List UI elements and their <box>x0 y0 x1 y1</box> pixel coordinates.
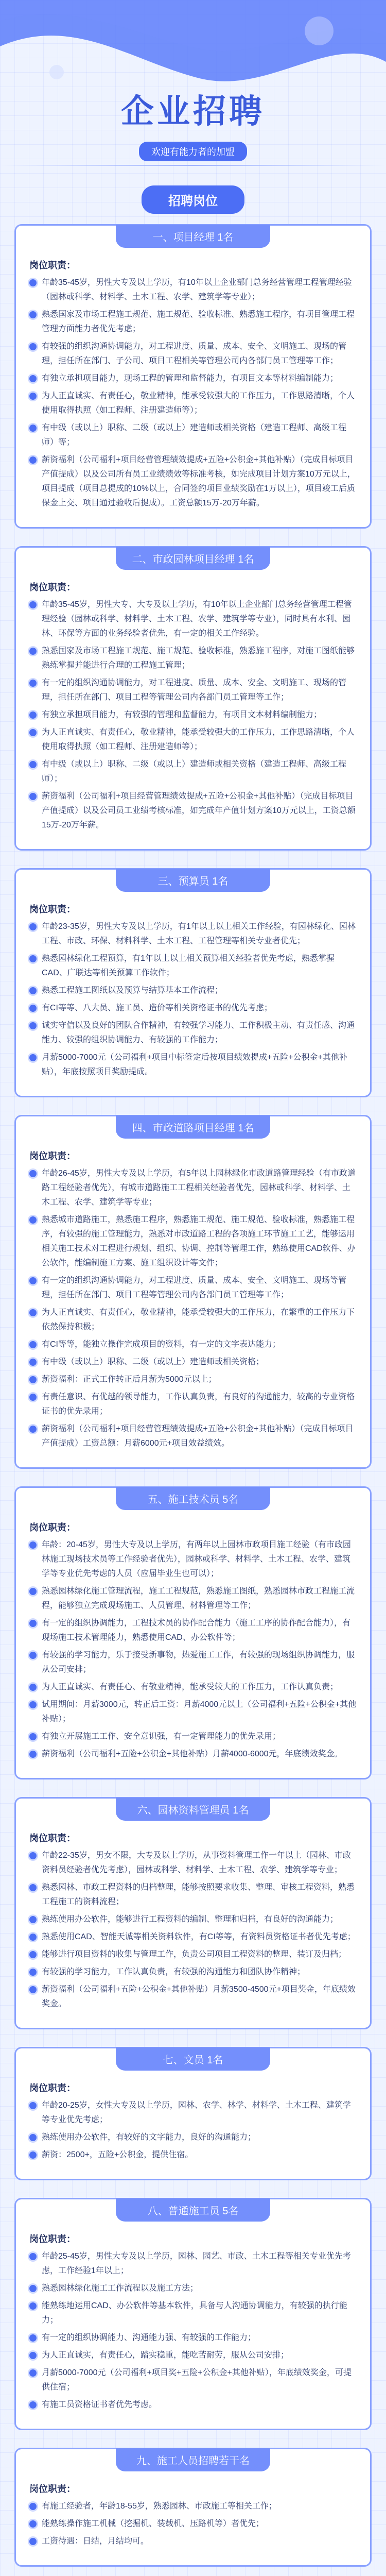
job-item-text: 能够进行项目资料的收集与管理工作，负责公司项目工程资料的整理、装订及归档； <box>42 1950 347 1959</box>
job-title: 五、施工技术员 5名 <box>116 1487 270 1510</box>
job-item <box>29 1213 357 1270</box>
job-item <box>29 1372 357 1387</box>
job-title: 一、项目经理 1名 <box>116 225 270 248</box>
job-item-text: 有独立开展施工工作、安全意识强，有一定管理能力的优先录用； <box>42 1732 281 1741</box>
job-item-text: 有中级（或以上）职称、二级（或以上）建造师或相关资格； <box>42 1358 265 1366</box>
job-item-text: 熟悉园林绿化施工工作流程以及施工方法； <box>42 2284 199 2293</box>
job-duties-heading: 岗位职责： <box>29 1833 76 1843</box>
job-item-text: 有CI等等、八大员、施工员、造价等相关资格证书的优先考虑； <box>42 1004 273 1012</box>
bullet-icon <box>29 680 37 687</box>
bullet-icon <box>29 1309 37 1316</box>
job-duties-heading: 岗位职责： <box>29 1151 76 1161</box>
bullet-icon <box>29 1170 37 1177</box>
bullet-icon <box>29 1277 37 1284</box>
bullet-icon <box>29 1005 37 1012</box>
job-item-text: 熟悉园林绿化工程预算，有1年以上以上相关预算相关经验者优先考虑，熟悉掌握CAD、广联达等相关预算工作软件； <box>42 954 335 977</box>
job-item <box>29 1422 357 1451</box>
job-item <box>29 920 357 948</box>
bullet-icon <box>29 1916 37 1923</box>
job-item <box>29 421 357 450</box>
job-title: 七、文员 1名 <box>116 2047 270 2071</box>
job-item-text: 年龄22-35岁，男女不限，大专及以上学历，从事资料管理工作一年以上（园林、市政资料员经验者优先考虑），园林或科学、材料学、土木工程、农学、建筑学等专业； <box>42 1851 351 1874</box>
bullet-icon <box>29 311 37 318</box>
job-item-text: 年龄：20-45岁，男性大专及以上学历，有两年以上园林市政项目施工经验（有市政园林施工现场技术员等工作经验者优先），园林或科学、材料学、土木工程、农学、建筑学等专业优先考虑的人员（应届毕业生也可以）； <box>42 1540 351 1578</box>
job-item <box>29 1680 357 1694</box>
job-title: 九、施工人员招聘若干名 <box>116 2448 270 2471</box>
job-item-text: 为人正直诚实、有责任心，敬业精神，能承受较强大的工作压力，在繁重的工作压力下依然保持积极； <box>42 1308 355 1331</box>
job-item-text: 有一定的组织沟通协调能力，对工程进度、质量、成本、安全、文明施工、现场的管理，担任所在部门、项目工程等管理公司内各部门员工管理等工作； <box>42 679 347 702</box>
bullet-icon <box>29 1969 37 1976</box>
job-item <box>29 644 357 673</box>
bullet-icon <box>29 1216 37 1224</box>
bullet-icon <box>29 2253 37 2260</box>
job-item-text: 年龄20-25岁，女性大专及以上学历，园林、农学、林学、材料学、土木工程、建筑学等专业优先考虑； <box>42 2101 351 2124</box>
job-item-text: 有独立承担项目能力，有较强的管理和监督能力，有项目文本材料编制能力； <box>42 710 322 719</box>
bullet-icon <box>29 2302 37 2310</box>
job-title: 二、市政园林项目经理 1名 <box>116 547 270 570</box>
bullet-icon <box>29 923 37 930</box>
job-item-text: 熟悉国家及市场工程施工规范、施工规范、验收标准、熟悉施工程序，有项目管理工程管理方面能力者优先考虑； <box>42 310 355 333</box>
bullet-icon <box>29 2151 37 2159</box>
bullet-icon <box>29 955 37 962</box>
job-card-2 <box>14 546 372 851</box>
job-item <box>29 1849 357 1877</box>
job-item <box>29 1538 357 1581</box>
job-item-text: 为人正直诚实、有责任心，敬业精神，能承受较强大的工作压力，工作思路清晰，个人使用取得执照（如工程师、注册建造师等）； <box>42 392 355 415</box>
bullet-icon <box>29 2401 37 2409</box>
job-item <box>29 2499 357 2514</box>
job-item-text: 薪资福利（公司福利+项目经营管理绩效提成+五险+公积金+其他补贴）（完成目标项目产值提成）以及公司所有员工业绩绩效等标准考核，如完成项目计划方案10万元以上，项目提成（项目总提成的10%以上，合同签约项目业绩奖励在1万以上），项目竣工后质保金上交、项目通过验收后提成）。工资总额15万-20万年薪。 <box>42 455 356 507</box>
bullet-icon <box>29 1426 37 1433</box>
job-card-9 <box>14 2448 372 2567</box>
job-card-4 <box>14 1115 372 1469</box>
job-duties-heading: 岗位职责： <box>29 582 76 592</box>
job-item <box>29 2331 357 2345</box>
page-title: 企业招聘 <box>121 93 265 130</box>
job-item <box>29 1982 357 2011</box>
bullet-icon <box>29 1022 37 1029</box>
job-item-text: 有独立承担项目能力，现场工程的管理和监督能力，有项目文本等材料编制能力； <box>42 374 339 383</box>
job-item <box>29 1337 357 1352</box>
job-item-text: 熟练使用办公软件，有较好的文字能力，良好的沟通能力； <box>42 2133 256 2142</box>
job-duties-heading: 岗位职责： <box>29 2234 76 2244</box>
job-item <box>29 1050 357 1079</box>
hero-divider <box>0 165 386 166</box>
job-item <box>29 1880 357 1909</box>
hero-header <box>0 0 386 185</box>
job-item-text: 年龄35-45岁，男性大专、大专及以上学历，有10年以上企业部门总务经营管理工程管理经验（园林或科学、材料学、土木工程、农学、建筑学等专业），同时具有水利、园林、环保等方面的业务经验者优先，有一定的相关工作经验。 <box>42 600 352 638</box>
job-item-text: 有较强的组织沟通协调能力，对工程进度、质量、成本、安全、文明施工、现场的管理，担任所在部门、子公司、项目工程相关等管理公司内各部门员工管理等工作； <box>42 342 347 365</box>
job-item-text: 有一定的组织协调能力、沟通能力强、有较强的工作能力； <box>42 2333 256 2342</box>
job-title: 八、普通施工员 5名 <box>116 2198 270 2222</box>
job-item-text: 薪资福利（公司福利+五险+公积金+其他补贴）月薪3500-4500元+项目奖金，年底绩效奖金。 <box>42 1985 356 2008</box>
job-item <box>29 1947 357 1962</box>
job-item <box>29 340 357 368</box>
job-item <box>29 676 357 705</box>
job-item <box>29 2281 357 2296</box>
job-item-text: 月薪5000-7000元（公司福利+项目中标签定后按项目绩效提成+五险+公积金+其他补贴），年底按照项目奖励提成。 <box>42 1053 347 1076</box>
job-item-text: 熟练使用办公软件，能够进行工程资料的编制、整理和归档，有良好的沟通能力； <box>42 1915 339 1924</box>
job-item <box>29 725 357 754</box>
job-item-text: 诚实守信以及良好的团队合作精神，有较强学习能力、工作积极主动、有责任感、沟通能力、较强的组织协调能力、有较强的工作能力； <box>42 1021 355 1044</box>
job-item-text: 月薪5000-7000元（公司福利+项目奖+五险+公积金+其他补贴），年底绩效奖金，可提供住宿； <box>42 2368 352 2392</box>
job-item-text: 工资待遇：日结，月结均可。 <box>42 2537 149 2546</box>
job-item-text: 为人正直诚实、有责任心，敬业精神，能承受较强大的工作压力，工作思路清晰，个人使用取得执照（如工程师、注册建造师等）； <box>42 728 355 751</box>
job-item-text: 有中级（或以上）职称、二级（或以上）建造师或相关资格（建造工程师、高级工程师）等； <box>42 423 347 447</box>
job-card-8 <box>14 2198 372 2430</box>
bullet-icon <box>29 1394 37 1401</box>
job-item <box>29 1306 357 1334</box>
job-item <box>29 2517 357 2531</box>
job-card-5 <box>14 1486 372 1780</box>
job-item <box>29 1355 357 1369</box>
job-item-text: 有施工员资格证书者优先考虑。 <box>42 2400 157 2409</box>
job-item <box>29 1747 357 1761</box>
bullet-icon <box>29 601 37 608</box>
bullet-icon <box>29 375 37 382</box>
bullet-icon <box>29 1751 37 1758</box>
job-item-text: 有较强的学习能力，工作认真负责，有较强的沟通能力和团队协作精神； <box>42 1968 306 1976</box>
job-item <box>29 308 357 336</box>
bullet-icon <box>29 1341 37 1348</box>
job-duties-heading: 岗位职责： <box>29 260 76 270</box>
job-card-6 <box>14 1797 372 2029</box>
job-item-text: 年龄35-45岁，男性大专及以上学历，有10年以上企业部门总务经营管理工程管理经验（园林或科学、材料学、土木工程、农学、建筑学等专业）； <box>42 278 352 301</box>
bullet-icon <box>29 711 37 719</box>
section-title-positions: 招聘岗位 <box>142 185 244 214</box>
bullet-icon <box>29 2503 37 2510</box>
job-item-text: 试用期间：月薪3000元，转正后工资：月薪4000元以上（公司福利+五险+公积金+其他补贴）； <box>42 1700 357 1723</box>
job-item-text: 能熟练地运用CAD、办公软件等基本软件，具备与人沟通协调能力，有较强的执行能力； <box>42 2301 347 2325</box>
bullet-icon <box>29 2369 37 2377</box>
job-duties-heading: 岗位职责： <box>29 904 76 914</box>
job-item <box>29 598 357 641</box>
job-item-text: 为人正直诚实，有责任心，踏实稳重，能吃苦耐劳，服从公司安排； <box>42 2351 289 2360</box>
bullet-icon <box>29 1852 37 1859</box>
bullet-icon <box>29 2520 37 2528</box>
bullet-icon <box>29 648 37 655</box>
job-list <box>0 224 386 2576</box>
job-item <box>29 757 357 786</box>
job-item <box>29 2534 357 2549</box>
bullet-icon <box>29 1054 37 1061</box>
job-item-text: 薪资福利（公司福利+项目经营管理绩效提成+五险+公积金+其他补贴）（完成目标项目产值提成）工资总额：月薪6000元+项目效益绩效。 <box>42 1425 354 1448</box>
job-item <box>29 1698 357 1726</box>
job-item <box>29 389 357 418</box>
job-item <box>29 1001 357 1015</box>
bullet-icon <box>29 279 37 286</box>
bullet-icon <box>29 761 37 768</box>
job-duties-heading: 岗位职责： <box>29 2484 76 2494</box>
job-item-text: 为人正直诚实、有责任心、有敬业精神，能承受较大的工作压力，工作认真负责； <box>42 1683 339 1691</box>
bullet-icon <box>29 1376 37 1383</box>
job-item <box>29 2098 357 2127</box>
bullet-icon <box>29 793 37 800</box>
bullet-icon <box>29 2352 37 2359</box>
bullet-icon <box>29 1733 37 1740</box>
job-title: 四、市政道路项目经理 1名 <box>116 1115 270 1139</box>
job-item-text: 有责任意识、有优越的领导能力，工作认真负责，有良好的沟通能力，较高的专业资格证书的优先录用； <box>42 1393 355 1416</box>
job-item <box>29 1930 357 1944</box>
job-card-3 <box>14 868 372 1097</box>
job-card-7 <box>14 2047 372 2180</box>
job-item <box>29 453 357 511</box>
bullet-icon <box>29 2538 37 2545</box>
job-item <box>29 276 357 304</box>
bullet-icon <box>29 425 37 432</box>
job-item <box>29 1965 357 1979</box>
job-item-text: 熟悉城市道路施工，熟悉施工程序，熟悉施工规范、施工规范、验收标准，熟悉施工程序，有较强的施工管理能力，熟悉对市政道路工程的各项施工环节施工工艺，能够运用相关施工技术对工程进行规划、组织、协调、控制等管理工作，熟练使用CAD软件、办公软件，能编制施工方案、施工组织设计等文件； <box>42 1215 356 1267</box>
job-item <box>29 1648 357 1677</box>
job-item <box>29 1912 357 1927</box>
job-item-text: 有中级（或以上）职称、二级（或以上）建造师或相关资格（建造工程师、高级工程师）； <box>42 760 347 783</box>
job-item <box>29 2299 357 2328</box>
job-item <box>29 2130 357 2145</box>
job-item-text: 年龄25-45岁，男性大专及以上学历，园林、园艺、市政、土木工程等相关专业优先考虑，工作经验1年以上； <box>42 2252 351 2275</box>
job-item <box>29 708 357 722</box>
bullet-icon <box>29 1951 37 1958</box>
bullet-icon <box>29 1701 37 1708</box>
bullet-icon <box>29 1934 37 1941</box>
job-item-text: 熟悉园林、市政工程资料的归档整理，能够按照要求收集、整理、审核工程资料，熟悉工程施工的资料流程； <box>42 1883 355 1906</box>
bullet-icon <box>29 1684 37 1691</box>
bullet-icon <box>29 729 37 736</box>
job-item <box>29 2148 357 2162</box>
bullet-icon <box>29 343 37 350</box>
job-item-text: 薪资福利（公司福利+项目经营管理绩效提成+五险+公积金+其他补贴）（完成目标项目产值提成）以及公司员工业绩考核标准，如完成年产值计划方案10万元以上，工资总额15万-20万年薪。 <box>42 792 356 829</box>
job-item <box>29 1274 357 1302</box>
bullet-icon <box>29 987 37 994</box>
bullet-icon <box>29 1620 37 1627</box>
job-item <box>29 1166 357 1210</box>
job-card-1 <box>14 224 372 529</box>
job-item-text: 熟悉工程施工图纸以及预算与结算基本工作流程； <box>42 986 223 995</box>
bullet-icon <box>29 1359 37 1366</box>
job-item <box>29 1730 357 1744</box>
job-item-text: 有一定的组织协调能力，工程技术员的协作配合能力（施工工序的协作配合能力），有现场施工技术管理能力，熟悉使用CAD、办公软件等； <box>42 1619 351 1642</box>
job-item <box>29 371 357 386</box>
bullet-icon <box>29 2102 37 2109</box>
job-item-text: 有一定的组织沟通协调能力，对工程进度、质量、成本、安全、文明施工、现场等管理，担任所在部门、项目工程等管理公司内各部门员工管理等工作； <box>42 1276 347 1299</box>
bullet-icon <box>29 456 37 464</box>
job-title: 三、预算员 1名 <box>116 869 270 892</box>
job-item-text: 有施工经验者，年龄18-55岁，熟悉园林、市政施工等相关工作； <box>42 2502 277 2511</box>
job-item <box>29 789 357 833</box>
job-item <box>29 1584 357 1613</box>
job-item-text: 有CI等等，能独立操作完成项目的资料，有一定的文字表达能力； <box>42 1340 281 1349</box>
job-item-text: 年龄26-45岁，男性大专及以上学历，有5年以上园林绿化市政道路管理经验（有市政道路工程经验者优先），有城市道路施工工程相关经验者优先，园林或科学、材料学、土木工程、农学、建筑学等专业； <box>42 1169 356 1207</box>
job-item-text: 能熟练操作施工机械（挖掘机、装载机、压路机等）者优先； <box>42 2519 265 2528</box>
page-subtitle: 欢迎有能力者的加盟 <box>139 142 247 161</box>
job-item <box>29 1390 357 1419</box>
bullet-icon <box>29 1986 37 1993</box>
bullet-icon <box>29 2334 37 2342</box>
bullet-icon <box>29 2134 37 2141</box>
job-item-text: 薪资福利（公司福利+五险+公积金+其他补贴）月薪4000-6000元，年底绩效奖金。 <box>42 1750 343 1758</box>
job-item <box>29 2348 357 2363</box>
job-item-text: 年龄23-35岁，男性大专及以上学历，有1年以上以上相关工作经验，有园林绿化、园林工程、市政、环保、材料科学、土木工程、工程管理等相关专业者优先； <box>42 922 356 945</box>
job-item <box>29 2249 357 2278</box>
bullet-icon <box>29 1541 37 1549</box>
job-item <box>29 1616 357 1645</box>
job-item-text: 有较强的学习能力，乐于接受新事物，热爱施工工作，有较强的现场组织协调能力，服从公司安排； <box>42 1651 355 1674</box>
bullet-icon <box>29 1884 37 1891</box>
job-item-text: 薪资：2500+，五险+公积金，提供住宿。 <box>42 2150 194 2159</box>
job-item-text: 熟悉国家及市场工程施工规范、施工规范、验收标准，熟悉施工程序，对施工图纸能够熟练掌握并能进行合理的工程施工管理； <box>42 647 355 670</box>
job-item <box>29 952 357 980</box>
job-duties-heading: 岗位职责： <box>29 1522 76 1533</box>
bullet-icon <box>29 1652 37 1659</box>
job-item-text: 熟悉使用CAD、智能天诚等相关资料软件，有CI等等，有资料员资格证书者优先考虑； <box>42 1933 356 1941</box>
bullet-icon <box>29 1588 37 1595</box>
bullet-icon <box>29 2285 37 2292</box>
job-title: 六、园林资料管理员 1名 <box>116 1798 270 1821</box>
job-item <box>29 2366 357 2395</box>
job-item-text: 熟悉园林绿化施工管理流程，施工工程规范，熟悉施工图纸，熟悉园林市政工程施工流程，能够独立完成现场施工、人员管理、材料管理等工作； <box>42 1587 355 1610</box>
bullet-icon <box>29 393 37 400</box>
job-item <box>29 984 357 998</box>
job-item-text: 薪资福利：正式工作转正后月薪为5000元以上； <box>42 1375 217 1384</box>
job-item <box>29 2398 357 2412</box>
job-item <box>29 1019 357 1047</box>
job-duties-heading: 岗位职责： <box>29 2083 76 2093</box>
